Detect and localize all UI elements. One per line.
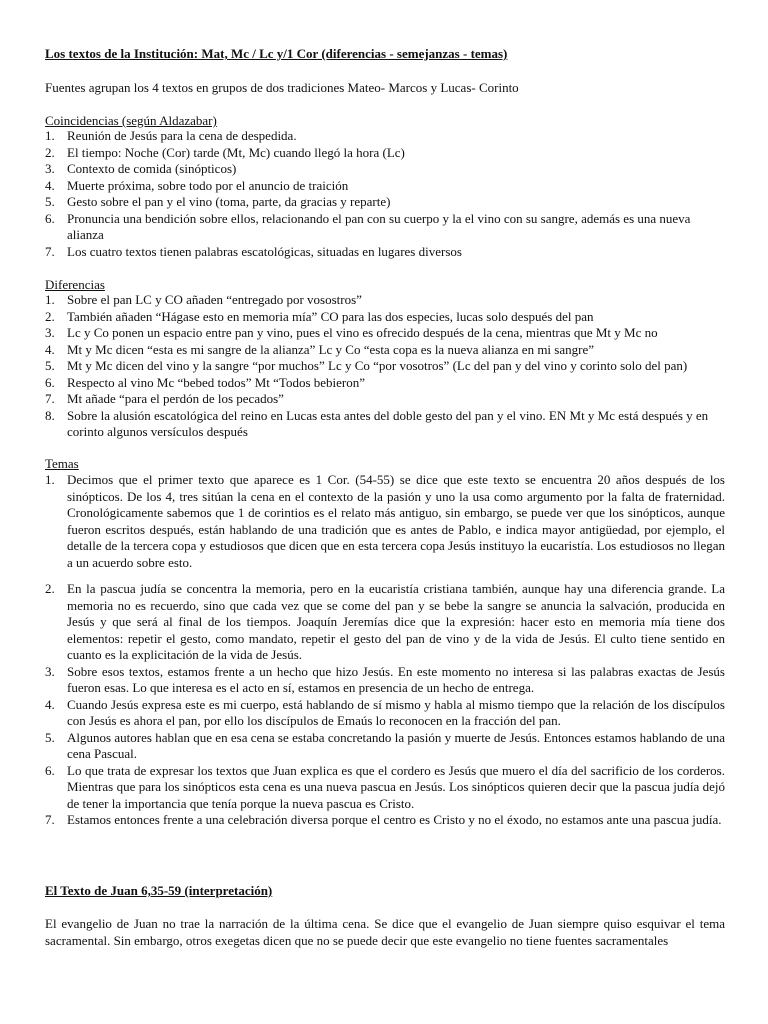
list-item [45, 128, 725, 145]
juan-section-title: El Texto de Juan 6,35-59 (interpretación) [45, 883, 273, 898]
list-item-number: 6. [45, 762, 55, 778]
list-item-number: 6. [45, 374, 55, 390]
list-item [45, 244, 725, 261]
list-item-text: En la pascua judía se concentra la memoria, pero en la eucaristía cristiana también, aunque hay una diferencia grande. La memoria no es recuerdo, sino que cada vez que se come del pan y se bebe la sangre se anuncia la salvación, producida en Jesús y que será al final de los tiempos. Joaquín Jeremías dice que la expresión: hacer esto en memoria mía tiene dos elementos: repetir el gesto, como mandato, repetir el gesto del pan de vino y de la vida de Jesús. El culto tiene sentido en cuanto es la explicitación de la vida de Jesús. [67, 581, 725, 662]
temas-heading: Temas [45, 456, 79, 471]
list-item-number: 8. [45, 407, 55, 423]
list-item-number: 1. [45, 472, 55, 487]
list-item [45, 325, 725, 342]
list-item-text: Reunión de Jesús para la cena de despedida. [67, 128, 297, 143]
list-item-text: Sobre el pan LC y CO añaden “entregado por vosostros” [67, 292, 362, 307]
list-item-text: Lo que trata de expresar los textos que Juan explica es que el cordero es Jesús que muero el día del sacrificio de los corderos. Mientras que para los sinópticos esta cena es una nueva pascua en Jesús. Los sinópticos quieren decir que la pascua judía dejó de tener la importancia que tenía porque la nueva pascua es Cristo. [67, 762, 725, 811]
list-item-text: Decimos que el primer texto que aparece es 1 Cor. (54-55) se dice que este texto se encuentra 20 años después de los sinópticos. De los 4, tres sitúan la cena en el contexto de la pasión y uno la usa como argumento por la falta de fraternidad. Cronológicamente sabemos que 1 de corintios es el relato más antiguo, sin embargo, se puede ver que los sinópticos, aunque fueron escritos después, están hablando de una tradición que es antes de Pablo, e indica mayor antigüedad, por ejemplo, el detalle de la tercera copa y estudiosos que dicen que en esta tercera copa Jesús instituyo la eucaristía. Los estudiosos no llegan a un acuerdo sobre esto. [67, 472, 725, 570]
list-item-text: Mt y Mc dicen del vino y la sangre “por muchos” Lc y Co “por vosotros” (Lc del pan y del vino y corinto solo del pan) [67, 358, 688, 373]
list-item-number: 1. [45, 128, 55, 143]
list-item-number: 2. [45, 144, 55, 160]
list-item-text: Cuando Jesús expresa este es mi cuerpo, está hablando de sí mismo y habla al mismo tiempo que la relación de los discípulos con Jesús es ahora el pan, por ello los discípulos de Emaús lo reconocen en la fracción del pan. [67, 696, 725, 728]
list-item-text: Algunos autores hablan que en esa cena se estaba concretando la pasión y muerte de Jesús. Entonces estamos hablando de una cena Pascual. [67, 729, 725, 761]
list-item-number: 5. [45, 729, 55, 745]
list-item-number: 7. [45, 243, 55, 259]
list-item [45, 581, 725, 664]
list-item-number: 3. [45, 325, 55, 340]
list-item [45, 178, 725, 195]
list-item [45, 391, 725, 408]
list-item-text: Sobre esos textos, estamos frente a un hecho que hizo Jesús. En este momento no interesa si las palabras exactas de Jesús fueron esas. Lo que interesa es el acto en sí, estamos en presencia de un hecho de entrega. [67, 663, 725, 695]
diferencias-list [45, 292, 725, 441]
diferencias-heading: Diferencias [45, 277, 105, 292]
temas-list [45, 472, 725, 829]
coincidencias-heading: Coincidencias (según Aldazabar) [45, 113, 217, 128]
list-item [45, 211, 725, 244]
list-item [45, 472, 725, 571]
list-item-number: 7. [45, 391, 55, 406]
list-item [45, 342, 725, 359]
list-item [45, 309, 725, 326]
list-item-number: 4. [45, 696, 55, 712]
list-item [45, 292, 725, 309]
list-item [45, 358, 725, 375]
list-item-number: 4. [45, 341, 55, 357]
list-item-text: El tiempo: Noche (Cor) tarde (Mt, Mc) cuando llegó la hora (Lc) [67, 144, 405, 160]
list-item [45, 664, 725, 697]
list-item-number: 6. [45, 210, 55, 226]
list-item-text: También añaden “Hágase esto en memoria mía” CO para las dos especies, lucas solo después del pan [67, 308, 594, 324]
list-item-text: Lc y Co ponen un espacio entre pan y vino, pues el vino es ofrecido después de la cena, mientras que Mt y Mc no [67, 325, 658, 340]
list-item [45, 375, 725, 392]
list-item-text: Respecto al vino Mc “bebed todos” Mt “Todos bebieron” [67, 374, 366, 390]
list-item [45, 408, 725, 441]
list-item-text: Contexto de comida (sinópticos) [67, 161, 237, 176]
list-item-number: 1. [45, 292, 55, 307]
list-item-text: Estamos entonces frente a una celebración diversa porque el centro es Cristo y no el éxodo, no estamos ante una pascua judía. [67, 812, 722, 827]
list-item-number: 4. [45, 177, 55, 193]
list-item-number: 5. [45, 194, 55, 209]
document-title: Los textos de la Institución: Mat, Mc / Lc y/1 Cor (diferencias - semejanzas - temas) [45, 46, 508, 61]
list-item-number: 2. [45, 308, 55, 324]
juan-paragraph: El evangelio de Juan no trae la narración de la última cena. Se dice que el evangelio de Juan siempre quiso esquivar el tema sacramental. Sin embargo, otros exegetas dicen que no se puede decir que este evangelio no tiene fuentes sacramentales [45, 916, 725, 948]
intro-paragraph: Fuentes agrupan los 4 textos en grupos de dos tradiciones Mateo- Marcos y Lucas- Corinto [45, 80, 519, 95]
list-item-text: Pronuncia una bendición sobre ellos, relacionando el pan con su cuerpo y la el vino con su sangre, además es una nueva alianza [67, 210, 691, 242]
list-item-number: 7. [45, 812, 55, 827]
list-item-text: Mt y Mc dicen “esta es mi sangre de la alianza” Lc y Co “esta copa es la nueva alianza en mi sangre” [67, 341, 594, 357]
list-item-text: Gesto sobre el pan y el vino (toma, parte, da gracias y reparte) [67, 194, 391, 209]
list-item-number: 2. [45, 581, 55, 596]
list-item-number: 3. [45, 161, 55, 176]
list-item-number: 5. [45, 358, 55, 373]
list-item [45, 145, 725, 162]
list-item [45, 763, 725, 813]
list-item-text: Mt añade “para el perdón de los pecados” [67, 391, 284, 406]
coincidencias-list [45, 128, 725, 260]
list-item [45, 730, 725, 763]
list-item-text: Muerte próxima, sobre todo por el anuncio de traición [67, 177, 349, 193]
list-item [45, 812, 725, 829]
list-item [45, 161, 725, 178]
list-item-text: Sobre la alusión escatológica del reino en Lucas esta antes del doble gesto del pan y el vino. EN Mt y Mc está después y en corinto algunos versículos después [67, 407, 709, 439]
list-item-text: Los cuatro textos tienen palabras escatológicas, situadas en lugares diversos [67, 243, 462, 259]
list-item [45, 194, 725, 211]
list-item [45, 697, 725, 730]
list-item-number: 3. [45, 663, 55, 679]
